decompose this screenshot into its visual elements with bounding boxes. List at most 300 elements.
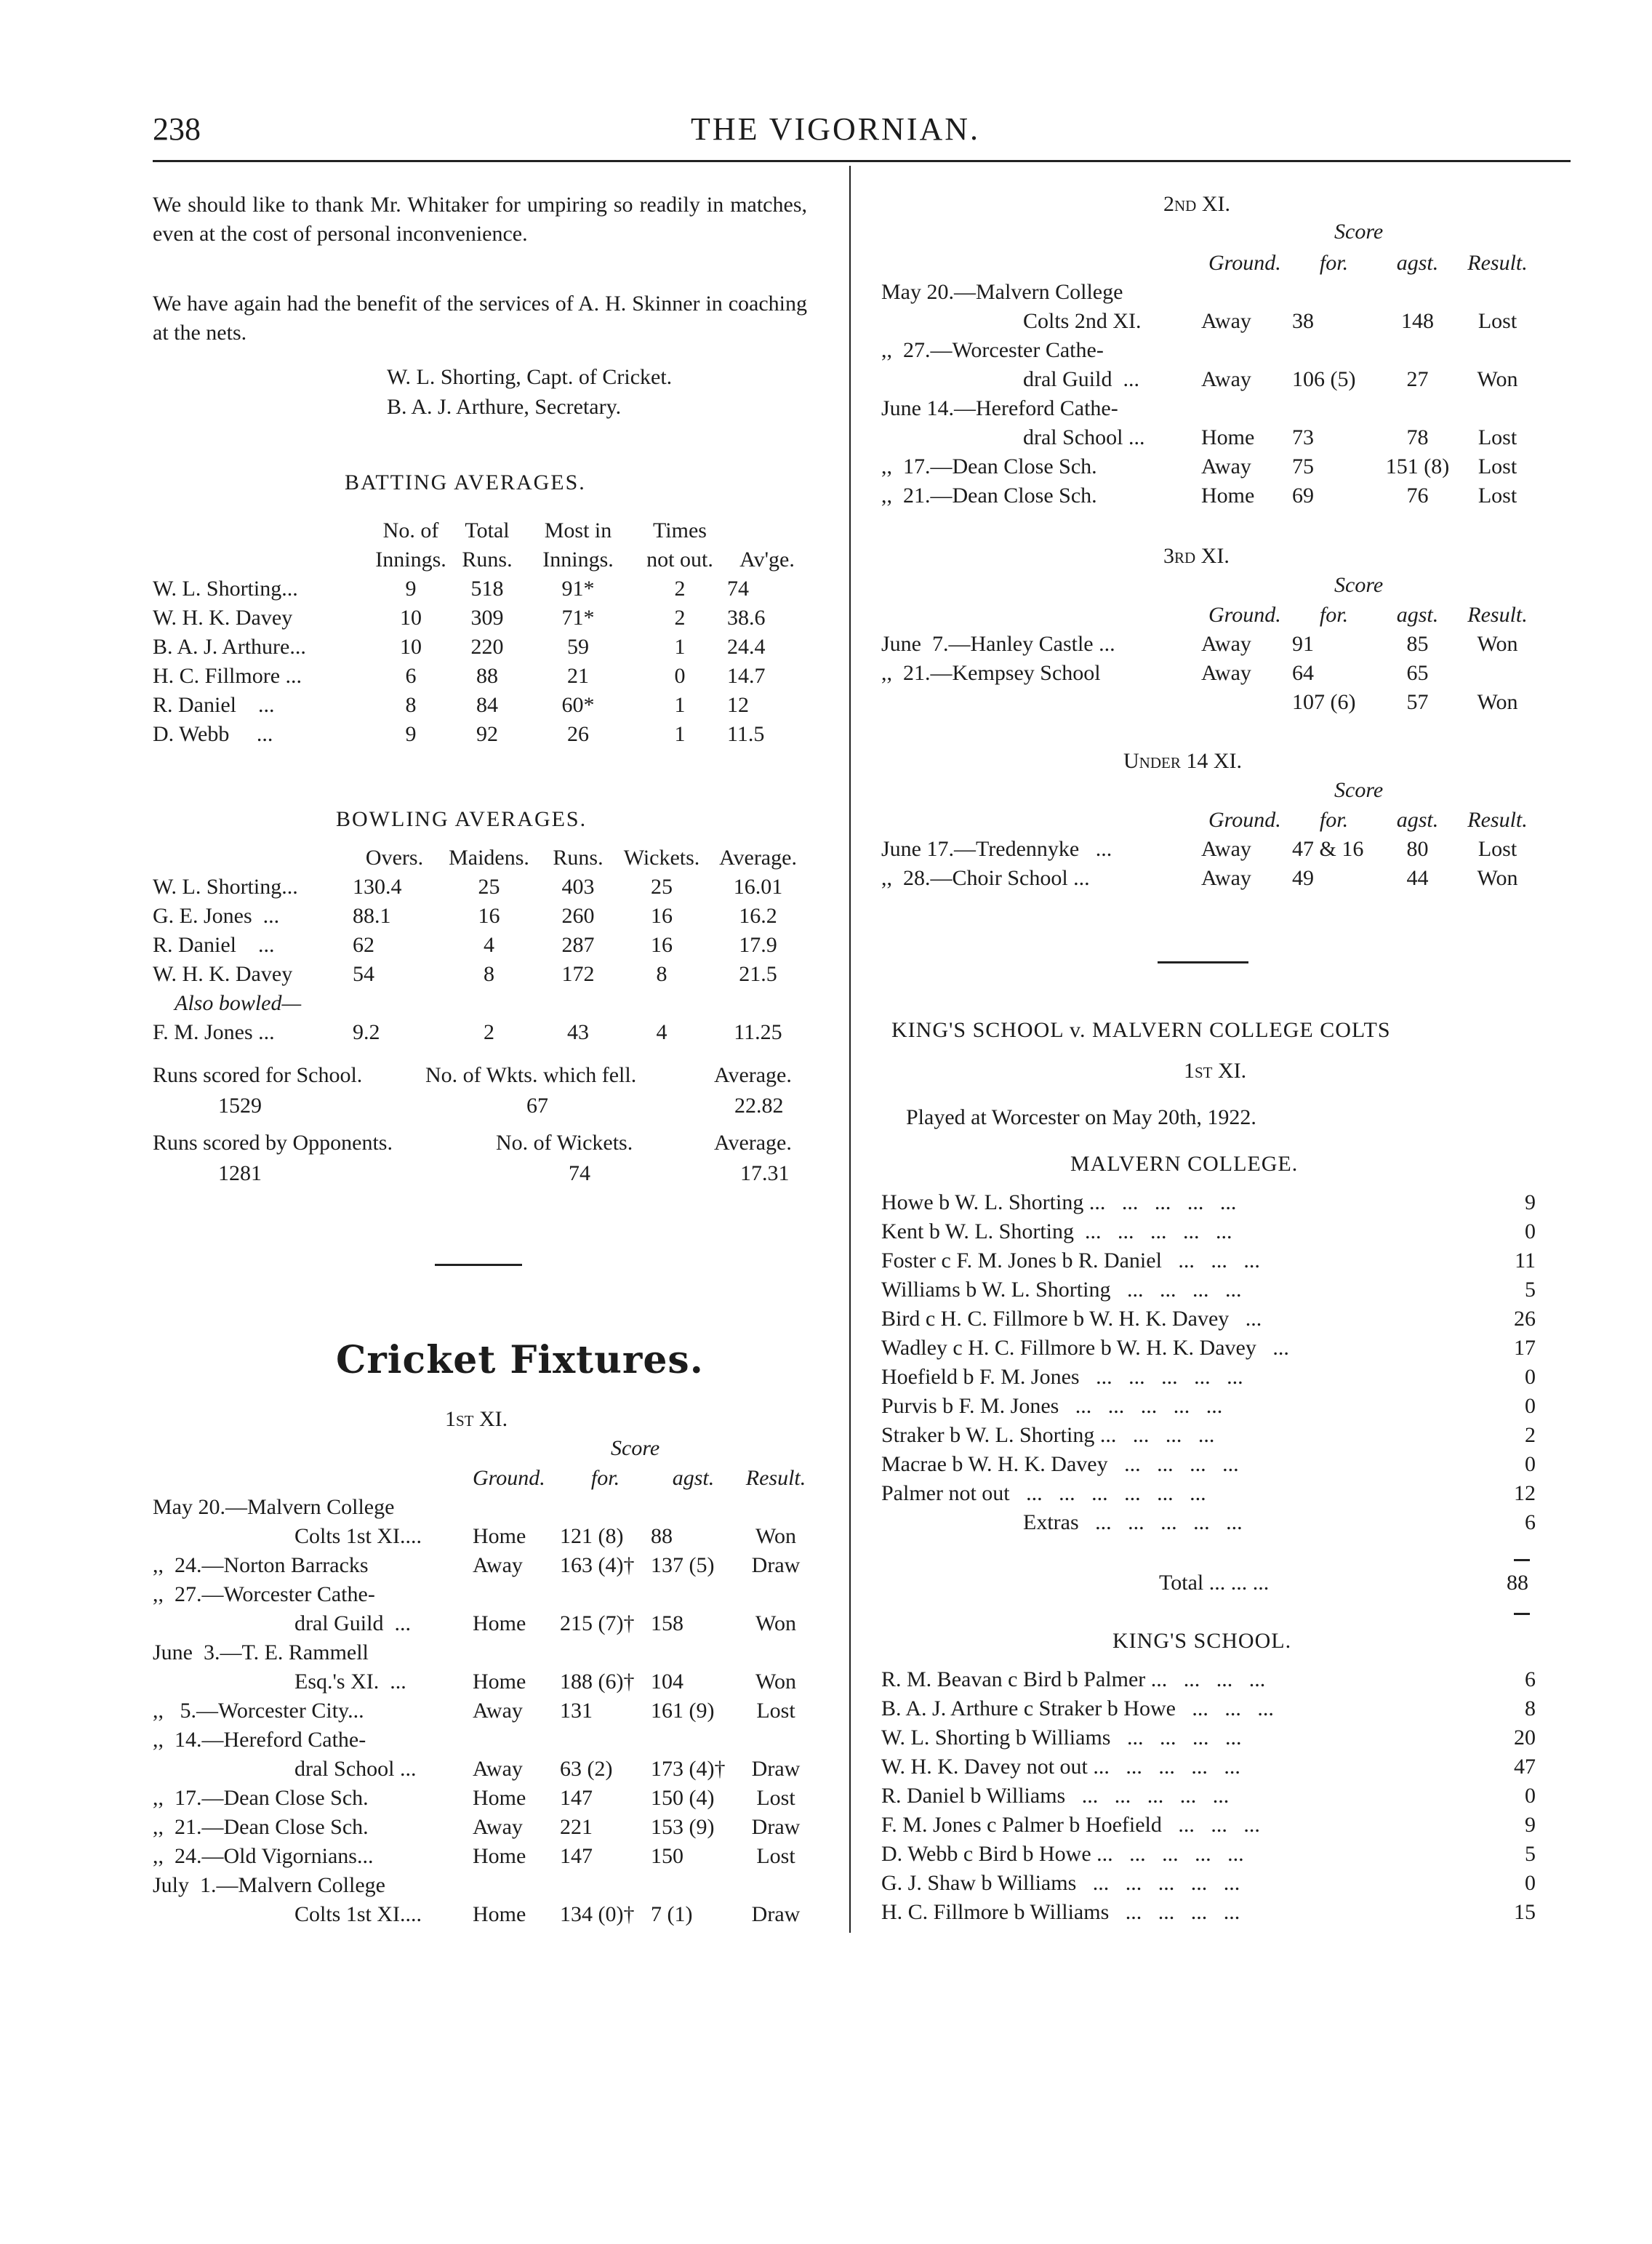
table-cell: Draw [751, 1757, 801, 1781]
table-cell [736, 1638, 816, 1667]
first-xi-rows [153, 1493, 816, 1929]
table-row [881, 864, 1536, 893]
table-row [881, 423, 1536, 452]
table-row [881, 1869, 1536, 1898]
table-cell: Kent b W. L. Shorting ... ... ... ... ... [881, 1219, 1232, 1243]
table-cell: 71* [561, 606, 595, 630]
table-row [153, 662, 807, 691]
table-cell: Away [473, 1553, 523, 1577]
table-cell: W. H. K. Davey [153, 606, 293, 630]
kings-scorecard [881, 1665, 1536, 1927]
table-cell: Lost [756, 1699, 795, 1723]
batting-table [153, 516, 807, 749]
table-cell: 9 [1525, 1813, 1536, 1837]
table-row [881, 1450, 1536, 1479]
table-cell: June 14.—Hereford Cathe- [881, 396, 1118, 420]
table-cell: Away [1201, 866, 1251, 890]
bowling-header-row: Overs. Maidens. Runs. Wickets. Average. [365, 846, 797, 870]
table-cell: 260 [561, 904, 595, 928]
table-cell: 16 [651, 904, 673, 928]
page-number: 238 [153, 111, 201, 147]
table-cell: Lost [1477, 454, 1517, 478]
table-cell: dral School ... [294, 1757, 417, 1781]
table-cell: Purvis b F. M. Jones ... ... ... ... ... [881, 1394, 1223, 1418]
opponents-runs-label: Runs scored by Opponents. [153, 1131, 393, 1155]
intro-paragraph-2: We have again had the benefit of the services of A. H. Skinner in coaching at the nets. [153, 292, 807, 345]
third-xi-fixtures-table [881, 601, 1536, 717]
table-cell [651, 1580, 736, 1609]
table-cell: 76 [1406, 484, 1429, 508]
table-row [153, 902, 807, 931]
table-row [881, 835, 1536, 864]
table-cell: 20 [1514, 1726, 1536, 1750]
table-cell: Lost [1477, 309, 1517, 333]
table-cell: 151 (8) [1385, 454, 1450, 478]
table-cell: 25 [478, 875, 500, 899]
table-cell: 27 [1406, 367, 1429, 391]
table-cell: 2 [1525, 1423, 1536, 1447]
table-cell: Home [473, 1786, 526, 1810]
table-cell: 63 (2) [560, 1757, 613, 1781]
kings-rows [881, 1665, 1536, 1927]
table-cell: 16.2 [739, 904, 777, 928]
table-cell: Away [473, 1815, 523, 1839]
table-row [881, 365, 1536, 394]
table-row [153, 574, 807, 604]
table-cell: Home [473, 1524, 526, 1548]
cricket-fixtures-heading: Cricket Fixtures. [336, 1338, 704, 1382]
bowling-table [153, 843, 807, 1047]
third-xi-label: 3rd XI. [1163, 544, 1230, 568]
table-cell: Won [1477, 632, 1518, 656]
table-cell: 153 (9) [651, 1815, 715, 1839]
table-row [881, 1275, 1536, 1305]
table-cell: Draw [751, 1815, 801, 1839]
table-cell: June 3.—T. E. Rammell [153, 1640, 369, 1664]
page-title: THE VIGORNIAN. [691, 111, 981, 147]
table-cell: Lost [756, 1844, 795, 1868]
table-cell: 74 [727, 577, 749, 601]
table-cell: 44 [1406, 866, 1429, 890]
table-row [881, 1188, 1536, 1217]
table-cell: 16.01 [733, 875, 783, 899]
table-cell: ,, 21.—Dean Close Sch. [153, 1815, 369, 1839]
second-xi-rows [881, 278, 1536, 510]
under-14-score-label: Score [1334, 778, 1384, 802]
table-row [153, 960, 807, 989]
table-cell [1459, 336, 1536, 365]
table-cell: R. Daniel ... [153, 933, 275, 957]
table-cell: ,, 24.—Old Vigornians... [153, 1844, 374, 1868]
table-cell: Away [1201, 454, 1251, 478]
table-cell: 147 [560, 1786, 593, 1810]
table-cell: Home [1201, 484, 1255, 508]
table-cell: Away [1201, 632, 1251, 656]
table-cell: 0 [1525, 1871, 1536, 1895]
match-played-at: Played at Worcester on May 20th, 1922. [906, 1105, 1256, 1129]
table-cell: Home [473, 1844, 526, 1868]
table-cell: 104 [651, 1670, 683, 1694]
table-row [881, 394, 1536, 423]
table-cell: 60* [561, 693, 595, 717]
bowling-averages-heading: BOWLING AVERAGES. [336, 807, 588, 831]
table-row [153, 691, 807, 720]
table-cell [473, 1871, 560, 1900]
table-cell: G. J. Shaw b Williams ... ... ... ... ... [881, 1871, 1240, 1895]
table-cell [1292, 394, 1376, 423]
table-cell: 7 (1) [651, 1902, 693, 1926]
table-cell: 17 [1514, 1336, 1536, 1360]
table-row [153, 720, 807, 749]
table-cell [736, 1871, 816, 1900]
table-cell: 147 [560, 1844, 593, 1868]
table-cell: 57 [1406, 690, 1429, 714]
section-rule [435, 1264, 522, 1266]
table-cell: 21 [567, 664, 589, 688]
second-xi-score-label: Score [1334, 220, 1384, 244]
table-cell: Away [1201, 309, 1251, 333]
table-cell: 161 (9) [651, 1699, 715, 1723]
table-cell: Won [755, 1670, 796, 1694]
bowling-rows [153, 873, 807, 989]
table-cell [1459, 278, 1536, 307]
table-cell [736, 1580, 816, 1609]
table-cell: dral Guild ... [294, 1611, 411, 1635]
table-cell [736, 1726, 816, 1755]
column-divider [849, 166, 851, 1933]
table-row [881, 630, 1536, 659]
total-rule-top [1514, 1559, 1530, 1561]
table-cell: 54 [353, 962, 374, 986]
table-cell: R. M. Beavan c Bird b Palmer ... ... ... ... [881, 1667, 1266, 1691]
table-cell: 12 [727, 693, 749, 717]
table-cell: July 1.—Malvern College [153, 1873, 385, 1897]
table-cell: H. C. Fillmore b Williams ... ... ... ... [881, 1900, 1240, 1924]
table-cell: 173 (4)† [651, 1757, 726, 1781]
table-cell: 69 [1292, 484, 1314, 508]
table-cell: Foster c F. M. Jones b R. Daniel ... ... ... [881, 1249, 1260, 1273]
table-cell: W. H. K. Davey not out ... ... ... ... ... [881, 1755, 1240, 1779]
under-14-xi-label: Under 14 XI. [1123, 749, 1242, 773]
table-cell: Away [1201, 661, 1251, 685]
table-cell [473, 1493, 560, 1522]
table-cell: 5 [1525, 1842, 1536, 1866]
table-cell: ,, 14.—Hereford Cathe- [153, 1728, 366, 1752]
opponents-average-label: Average. [714, 1131, 792, 1155]
table-cell: 0 [1525, 1365, 1536, 1389]
table-cell: 75 [1292, 454, 1314, 478]
table-cell [736, 1493, 816, 1522]
table-cell: 0 [1525, 1452, 1536, 1476]
table-row [881, 481, 1536, 510]
table-cell: 14.7 [727, 664, 766, 688]
table-cell: Won [1477, 367, 1518, 391]
table-cell: 6 [405, 664, 417, 688]
table-cell: Esq.'s XI. ... [294, 1670, 406, 1694]
table-cell: D. Webb c Bird b Howe ... ... ... ... ... [881, 1842, 1244, 1866]
table-row [881, 1392, 1536, 1421]
batting-header-row-2: Innings. Runs. Innings. not out. Av'ge. [375, 548, 795, 572]
table-cell [560, 1493, 651, 1522]
school-average-value: 22.82 [734, 1094, 784, 1118]
table-cell: ,, 27.—Worcester Cathe- [881, 338, 1104, 362]
table-cell [1292, 336, 1376, 365]
table-cell [1376, 394, 1459, 423]
table-cell: ,, 28.—Choir School ... [881, 866, 1090, 890]
second-xi-header-row: Ground. for. agst. Result. [1208, 251, 1528, 275]
table-cell: Lost [1477, 837, 1517, 861]
table-cell: ,, 24.—Norton Barracks [153, 1553, 369, 1577]
table-cell: 84 [476, 693, 498, 717]
table-cell [651, 1493, 736, 1522]
table-cell: 10 [400, 606, 422, 630]
table-cell: 47 & 16 [1292, 837, 1364, 861]
table-cell: dral School ... [1023, 425, 1145, 449]
table-cell: 287 [561, 933, 595, 957]
table-cell: 137 (5) [651, 1553, 715, 1577]
table-cell: Colts 1st XI.... [294, 1902, 422, 1926]
opponents-wickets-value: 74 [569, 1161, 590, 1185]
table-row [881, 1334, 1536, 1363]
table-cell: Extras ... ... ... ... ... [1023, 1510, 1243, 1534]
first-xi-score-label: Score [611, 1436, 660, 1460]
table-cell: 106 (5) [1292, 367, 1356, 391]
table-cell: 6 [1525, 1667, 1536, 1691]
table-cell: 150 [651, 1844, 683, 1868]
table-cell [1376, 278, 1459, 307]
table-cell: 85 [1406, 632, 1429, 656]
table-cell: June 17.—Tredennyke ... [881, 837, 1112, 861]
table-cell: W. L. Shorting... [153, 875, 298, 899]
table-cell: 131 [560, 1699, 593, 1723]
table-cell: 92 [476, 722, 498, 746]
table-row [881, 452, 1536, 481]
table-cell: R. Daniel ... [153, 693, 275, 717]
table-cell: 172 [561, 962, 595, 986]
kings-school-heading: KING'S SCHOOL. [1112, 1629, 1292, 1653]
table-row [153, 1696, 816, 1726]
opponents-runs-value: 1281 [218, 1161, 262, 1185]
table-row [881, 1723, 1536, 1752]
school-wickets-label: No. of Wkts. which fell. [425, 1063, 637, 1087]
intro-paragraph-1: We should like to thank Mr. Whitaker for umpiring so readily in matches, even at the cost of personal inconvenience. [153, 193, 807, 246]
bowling-also-bowled-row: F. M. Jones ... 9.2 2 43 4 11.25 [153, 1020, 782, 1044]
third-xi-header-row: Ground. for. agst. Result. [1208, 603, 1528, 627]
table-cell [560, 1638, 651, 1667]
table-cell: Williams b W. L. Shorting ... ... ... ... [881, 1278, 1242, 1302]
table-cell: B. A. J. Arthure... [153, 635, 306, 659]
table-cell: 9 [405, 577, 417, 601]
table-cell: June 7.—Hanley Castle ... [881, 632, 1115, 656]
table-cell [560, 1580, 651, 1609]
table-row [153, 1638, 816, 1667]
table-cell [651, 1726, 736, 1755]
table-row [153, 1900, 816, 1929]
table-cell: 0 [1525, 1219, 1536, 1243]
table-cell: 21.5 [739, 962, 777, 986]
signature-secretary: B. A. J. Arthure, Secretary. [387, 395, 622, 419]
table-cell: 188 (6)† [560, 1670, 635, 1694]
table-cell [473, 1638, 560, 1667]
table-cell: H. C. Fillmore ... [153, 664, 302, 688]
table-cell: 6 [1525, 1510, 1536, 1534]
table-cell: 163 (4)† [560, 1553, 635, 1577]
table-cell: 26 [1514, 1307, 1536, 1331]
table-row [881, 1421, 1536, 1450]
table-cell: W. L. Shorting... [153, 577, 298, 601]
table-cell: Home [1201, 425, 1255, 449]
table-cell [1292, 278, 1376, 307]
table-row [153, 1755, 816, 1784]
table-cell [560, 1871, 651, 1900]
table-cell: ,, 27.—Worcester Cathe- [153, 1582, 375, 1606]
table-row [153, 1667, 816, 1696]
table-cell: G. E. Jones ... [153, 904, 280, 928]
table-cell: 9 [405, 722, 417, 746]
table-cell: 62 [353, 933, 374, 957]
table-cell: 38 [1292, 309, 1314, 333]
table-cell: May 20.—Malvern College [881, 280, 1123, 304]
table-cell: 2 [674, 606, 686, 630]
table-cell: Macrae b W. H. K. Davey ... ... ... ... [881, 1452, 1239, 1476]
table-row [881, 659, 1536, 688]
table-cell [1376, 336, 1459, 365]
table-cell: 107 (6) [1292, 690, 1356, 714]
table-row [881, 1246, 1536, 1275]
table-cell [473, 1580, 560, 1609]
table-cell: Home [473, 1611, 526, 1635]
table-cell: 1 [674, 722, 686, 746]
table-row [153, 633, 807, 662]
first-xi-label: 1st XI. [445, 1407, 508, 1431]
table-cell: W. L. Shorting b Williams ... ... ... ... [881, 1726, 1242, 1750]
table-cell: Colts 2nd XI. [1023, 309, 1142, 333]
table-cell: 2 [674, 577, 686, 601]
table-cell: 11.5 [727, 722, 765, 746]
second-xi-label: 2nd XI. [1163, 192, 1230, 216]
malvern-total-value: 88 [1507, 1571, 1528, 1595]
match-subtitle: 1st XI. [1184, 1059, 1247, 1083]
under-14-fixtures-table [881, 806, 1536, 893]
table-row [881, 1811, 1536, 1840]
table-row [153, 1813, 816, 1842]
table-cell: 221 [560, 1815, 593, 1839]
table-cell: 121 (8) [560, 1524, 624, 1548]
match-title: KING'S SCHOOL v. MALVERN COLLEGE COLTS [891, 1018, 1391, 1042]
table-cell: 0 [1525, 1784, 1536, 1808]
table-cell: 150 (4) [651, 1786, 715, 1810]
table-cell: W. H. K. Davey [153, 962, 293, 986]
table-row [153, 1784, 816, 1813]
batting-averages-heading: BATTING AVERAGES. [345, 470, 586, 494]
table-cell: 1 [674, 635, 686, 659]
third-xi-rows [881, 630, 1536, 717]
table-cell: 158 [651, 1611, 683, 1635]
table-row [881, 1217, 1536, 1246]
table-cell [1459, 659, 1536, 688]
table-row [881, 1752, 1536, 1782]
table-cell [1201, 688, 1292, 717]
table-row [881, 688, 1536, 717]
table-row [881, 1479, 1536, 1508]
table-cell [473, 1726, 560, 1755]
table-row [881, 307, 1536, 336]
table-cell: Lost [756, 1786, 795, 1810]
first-xi-header-row: Ground. for. agst. Result. [473, 1466, 806, 1490]
table-cell: 8 [484, 962, 494, 986]
table-cell: 8 [1525, 1696, 1536, 1720]
table-cell: 215 (7)† [560, 1611, 635, 1635]
table-cell: 17.9 [739, 933, 777, 957]
first-xi-fixtures-table [153, 1464, 816, 1929]
table-cell: 78 [1406, 425, 1429, 449]
table-cell: 309 [470, 606, 504, 630]
table-cell: 5 [1525, 1278, 1536, 1302]
table-cell: R. Daniel b Williams ... ... ... ... ... [881, 1784, 1230, 1808]
table-cell: 1 [674, 693, 686, 717]
table-cell: dral Guild ... [1023, 367, 1139, 391]
table-cell: 38.6 [727, 606, 766, 630]
table-row [153, 873, 807, 902]
table-cell: Howe b W. L. Shorting ... ... ... ... ... [881, 1190, 1237, 1214]
table-cell: 148 [1401, 309, 1434, 333]
table-cell: 88.1 [353, 904, 391, 928]
table-cell: 47 [1514, 1755, 1536, 1779]
table-cell: Wadley c H. C. Fillmore b W. H. K. Davey ... [881, 1336, 1289, 1360]
school-average-label: Average. [714, 1063, 792, 1087]
table-cell: 88 [476, 664, 498, 688]
table-cell: 4 [484, 933, 494, 957]
third-xi-score-label: Score [1334, 573, 1384, 597]
table-cell: 518 [470, 577, 504, 601]
table-cell [651, 1871, 736, 1900]
table-cell: Lost [1477, 425, 1517, 449]
table-cell [651, 1638, 736, 1667]
table-cell: 403 [561, 875, 595, 899]
batting-header-row-1: No. of Total Most in Times [382, 518, 707, 542]
table-cell: 130.4 [353, 875, 402, 899]
table-cell: ,, 21.—Kempsey School [881, 661, 1101, 685]
table-row [153, 604, 807, 633]
table-cell [1459, 394, 1536, 423]
table-cell: 88 [651, 1524, 673, 1548]
table-cell: 11 [1515, 1249, 1536, 1273]
table-row [881, 278, 1536, 307]
table-cell: 12 [1514, 1481, 1536, 1505]
table-cell [881, 688, 1201, 717]
table-cell: Palmer not out ... ... ... ... ... ... [881, 1481, 1206, 1505]
table-cell: 26 [567, 722, 589, 746]
table-cell: 24.4 [727, 635, 766, 659]
table-cell: 80 [1406, 837, 1429, 861]
table-cell: 16 [651, 933, 673, 957]
table-cell: 16 [478, 904, 500, 928]
table-cell: 220 [470, 635, 504, 659]
table-row [153, 1493, 816, 1522]
table-cell: Lost [1477, 484, 1517, 508]
table-cell: 0 [674, 664, 686, 688]
table-cell: Away [1201, 837, 1251, 861]
table-cell: ,, 17.—Dean Close Sch. [153, 1786, 369, 1810]
table-row [881, 1840, 1536, 1869]
table-row [881, 1782, 1536, 1811]
table-cell: Won [755, 1524, 796, 1548]
table-cell: 15 [1514, 1900, 1536, 1924]
table-row [153, 1871, 816, 1900]
table-cell: Away [1201, 367, 1251, 391]
table-cell: Draw [751, 1902, 801, 1926]
table-cell: Hoefield b F. M. Jones ... ... ... ... ... [881, 1365, 1243, 1389]
